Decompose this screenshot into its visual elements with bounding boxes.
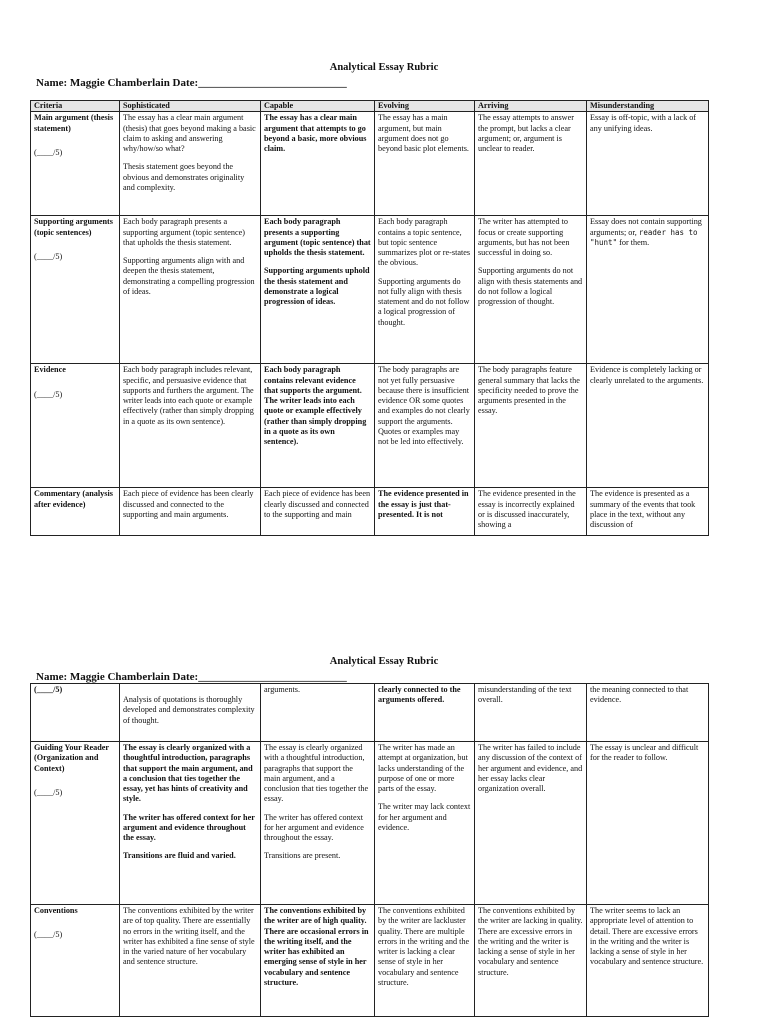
criteria-cell xyxy=(31,364,120,488)
cell-capable xyxy=(261,216,375,364)
rubric-table xyxy=(30,683,709,1017)
cell-capable: Each body paragraph contains relevant evidence that supports the argument. The writer leads into each quote or example effectively (rather than simply dropping in a quote as its own sentence). xyxy=(261,364,375,488)
page-title: Analytical Essay Rubric xyxy=(329,656,439,667)
header-sophisticated: Sophisticated xyxy=(120,101,261,112)
cell-text: The writer has offered context for her argument and evidence throughout the essay. xyxy=(264,812,364,842)
cell-arriving: The body paragraphs feature general summary that lacks the specificity needed to prove the arguments presented in the essay. xyxy=(475,364,587,488)
score-blank: (____/5) xyxy=(34,787,63,797)
score-blank: (____/5) xyxy=(34,251,63,261)
criteria-cell xyxy=(31,905,120,1017)
criteria-label: Supporting arguments (topic sentences) xyxy=(34,217,113,237)
cell-sophisticated xyxy=(120,112,261,216)
rubric-table xyxy=(30,100,709,536)
row-commentary-continued xyxy=(31,684,709,742)
cell-text: The writer has attempted to focus or create supporting arguments, but has not been successful in doing so. xyxy=(478,217,570,257)
score-blank: (____/5) xyxy=(34,147,63,157)
cell-text: Supporting arguments do not align with thesis statements and do not follow a logical progression of thought. xyxy=(478,266,583,306)
cell-misunderstanding: Evidence is completely lacking or clearly unrelated to the arguments. xyxy=(587,364,709,488)
row-supporting-arguments xyxy=(31,216,709,364)
cell-capable: Each piece of evidence has been clearly discussed and connected to the supporting and main xyxy=(261,488,375,536)
cell-text: The essay is clearly organized with a thoughtful introduction, paragraphs that support the main argument, and a conclusion that ties together the essay, yet has hints of creativity and style. xyxy=(123,743,253,804)
name-date-line: Name: Maggie Chamberlain Date:___________________________ xyxy=(36,671,347,683)
cell-misunderstanding: The essay is unclear and difficult for the reader to follow. xyxy=(587,742,709,905)
cell-arriving: The writer has failed to include any discussion of the context of her argument and evidence, and her essay lacks clear organization overall. xyxy=(475,742,587,905)
page-title: Analytical Essay Rubric xyxy=(329,62,439,73)
criteria-label: Guiding Your Reader (Organization and Context) xyxy=(34,743,109,773)
cell-misunderstanding: The writer seems to lack an appropriate level of attention to detail. There are excessive errors in the writing and the writer is lacking a sense of style in her vocabulary and sentence structure. xyxy=(587,905,709,1017)
cell-arriving: The essay attempts to answer the prompt, but lacks a clear argument; or, argument is unclear to reader. xyxy=(475,112,587,216)
cell-text: Each body paragraph presents a supporting argument (topic sentence) that upholds the thesis statement. xyxy=(123,217,245,247)
cell-sophisticated: Each body paragraph includes relevant, specific, and persuasive evidence that supports and furthers the argument. The writer leads into each quote or example effectively (rather than simply dropping in a quote as its own sentence). xyxy=(120,364,261,488)
score-blank: (____/5) xyxy=(34,930,63,940)
criteria-cell xyxy=(31,742,120,905)
cell-text: for them. xyxy=(617,237,650,247)
cell-evolving: The evidence presented in the essay is just that- presented. It is not xyxy=(375,488,475,536)
criteria-label: Conventions xyxy=(34,906,78,915)
header-evolving: Evolving xyxy=(375,101,475,112)
header-arriving: Arriving xyxy=(475,101,587,112)
cell-text: Transitions are present. xyxy=(264,851,341,861)
row-commentary xyxy=(31,488,709,536)
cell-arriving: misunderstanding of the text overall. xyxy=(475,684,587,742)
cell-text: Transitions are fluid and varied. xyxy=(123,851,236,861)
cell-sophisticated xyxy=(120,216,261,364)
cell-evolving xyxy=(375,742,475,905)
criteria-label: Main argument (thesis statement) xyxy=(34,113,114,133)
cell-capable: The essay has a clear main argument that attempts to go beyond a basic, more obvious claim. xyxy=(261,112,375,216)
row-main-argument xyxy=(31,112,709,216)
criteria-cell xyxy=(31,216,120,364)
row-conventions xyxy=(31,905,709,1017)
score-blank: (____/5) xyxy=(34,389,63,399)
cell-capable: The conventions exhibited by the writer are of high quality. There are occasional errors in the writing itself, and the writer has exhibited an emerging sense of style in her vocabulary and sentence structure. xyxy=(261,905,375,1017)
row-guiding-reader xyxy=(31,742,709,905)
cell-text: Essay does not contain supporting arguments; or, xyxy=(590,217,702,237)
criteria-label: Evidence xyxy=(34,365,66,375)
name-date-line: Name: Maggie Chamberlain Date:___________________________ xyxy=(36,77,347,89)
row-evidence xyxy=(31,364,709,488)
criteria-cell: Commentary (analysis after evidence) xyxy=(31,488,120,536)
cell-arriving xyxy=(475,216,587,364)
cell-text: Supporting arguments do not fully align with thesis statement and do not follow a logical progression of thought. xyxy=(378,276,470,327)
cell-evolving: The body paragraphs are not yet fully persuasive because there is insufficient evidence OR some quotes and examples do not clearly support the arguments. Quotes or examples may not be led into effectively. xyxy=(375,364,475,488)
cell-text: Analysis of quotations is thoroughly developed and demonstrates complexity of thought. xyxy=(123,695,255,725)
cell-evolving: The conventions exhibited by the writer are lackluster quality. There are multiple errors in the writing and the writer is lacking a clear sense of style in her vocabulary and sentence structure. xyxy=(375,905,475,1017)
cell-misunderstanding xyxy=(587,216,709,364)
cell-evolving xyxy=(375,216,475,364)
cell-text: The essay is clearly organized with a thoughtful introduction, paragraphs that support the main argument, and a conclusion that ties together the essay. xyxy=(264,743,369,804)
cell-arriving: The evidence presented in the essay is incorrectly explained or is discussed inaccurately, showing a xyxy=(475,488,587,536)
cell-text: Supporting arguments align with and deepen the thesis statement, demonstrating a compelling progression of ideas. xyxy=(123,256,255,296)
cell-text: Each body paragraph contains a topic sentence, but topic sentence summarizes plot or re-states the obvious. xyxy=(378,217,471,268)
cell-sophisticated: Each piece of evidence has been clearly discussed and connected to the supporting and main arguments. xyxy=(120,488,261,536)
cell-sophisticated xyxy=(120,684,261,742)
cell-capable xyxy=(261,742,375,905)
cell-evolving: The essay has a main argument, but main argument does not go beyond basic plot elements. xyxy=(375,112,475,216)
criteria-cell: (____/5) xyxy=(31,684,120,742)
cell-text: Thesis statement goes beyond the obvious and demonstrates originality and complexity. xyxy=(123,162,245,192)
cell-text: The writer may lack context for her argument and evidence. xyxy=(378,802,471,832)
header-criteria: Criteria xyxy=(31,101,120,112)
cell-text: The writer has offered context for her argument and evidence throughout the essay. xyxy=(123,812,255,842)
cell-text: The writer has made an attempt at organization, but lacks understanding of the purpose of one or more parts of the essay. xyxy=(378,743,468,793)
cell-arriving: The conventions exhibited by the writer are lacking in quality. There are excessive errors in the writing and the writer is lacking a sense of style in her vocabulary and sentence structure. xyxy=(475,905,587,1017)
cell-misunderstanding: The evidence is presented as a summary of the events that took place in the text, without any discussion of xyxy=(587,488,709,536)
header-capable: Capable xyxy=(261,101,375,112)
header-misunderstanding: Misunderstanding xyxy=(587,101,709,112)
cell-sophisticated: The conventions exhibited by the writer are of top quality. There are essentially no errors in the writing itself, and the writer has exhibited a fine sense of style in the varied nature of her vocabulary and sentence structure. xyxy=(120,905,261,1017)
cell-capable: arguments. xyxy=(261,684,375,742)
header-row xyxy=(31,101,709,112)
cell-text: Supporting arguments uphold the thesis statement and demonstrate a logical progression of ideas. xyxy=(264,266,370,306)
cell-text: Each body paragraph presents a supporting argument (topic sentence) that upholds the thesis statement. xyxy=(264,217,371,257)
cell-text-mono: reader has to "hunt" xyxy=(590,227,698,247)
criteria-cell xyxy=(31,112,120,216)
cell-misunderstanding: the meaning connected to that evidence. xyxy=(587,684,709,742)
cell-evolving: clearly connected to the arguments offered. xyxy=(375,684,475,742)
cell-text: The essay has a clear main argument (thesis) that goes beyond making a basic claim to asking and answering why/how/so what? xyxy=(123,113,256,153)
cell-misunderstanding: Essay is off-topic, with a lack of any unifying ideas. xyxy=(587,112,709,216)
cell-sophisticated xyxy=(120,742,261,905)
